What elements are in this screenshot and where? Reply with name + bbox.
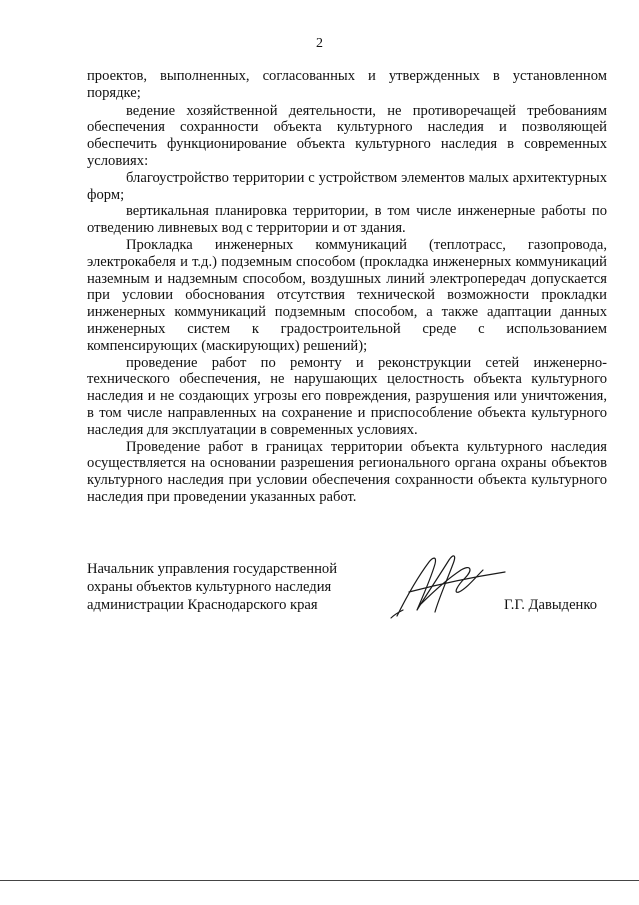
page-number: 2 [316, 36, 323, 51]
paragraph-works-conduct: Проведение работ в границах территории объекта культурного наследия осуществляется на основании разрешения регионального органа охраны объектов культурного наследия при условии обеспечения сохранности объекта культурного наследия при проведении указанных работ. [87, 438, 607, 505]
paragraph-network-repair: проведение работ по ремонту и реконструкции сетей инженерно-технического обеспечения, не нарушающих целостность объекта культурного наследия и не создающих угрозы его повреждения, разрушения или уничтожения, в том числе направленных на сохранение и приспособление объекта культурного наследия для эксплуатации в современных условиях. [87, 354, 607, 438]
signer-name: Г.Г. Давыденко [504, 597, 598, 613]
signer-position-line: администрации Краснодарского края [87, 597, 318, 613]
signer-position-line: Начальник управления государственной [87, 561, 338, 577]
handwritten-signature [387, 548, 517, 623]
paragraph-utility-laying: Прокладка инженерных коммуникаций (теплотрасс, газопровода, электрокабеля и т.д.) подземным способом (прокладка инженерных коммуникаций наземным и надземным способом, воздушных линий электропередач допускается при условии обоснования отсутствия технической возможности прокладки инженерных коммуникаций подземным способом, а также адаптации данных инженерных систем к градостроительной среде с использованием компенсирующих (маскирующих) решений); [87, 236, 607, 354]
signature-block [87, 560, 627, 620]
signer-position-line: охраны объектов культурного наследия [87, 579, 332, 595]
paragraph-landscaping: благоустройство территории с устройством элементов малых архитектурных форм; [87, 169, 607, 203]
paragraph-vertical-planning: вертикальная планировка территории, в том числе инженерные работы по отведению ливневых вод с территории и от здания. [87, 203, 607, 237]
document-body [87, 68, 607, 506]
paragraph-economic-activity: ведение хозяйственной деятельности, не противоречащей требованиям обеспечения сохранности объекта культурного наследия и позволяющей обеспечить функционирование объекта культурного наследия в современных условиях: [87, 102, 607, 169]
paragraph-continuation: проектов, выполненных, согласованных и утвержденных в установленном порядке; [87, 68, 607, 101]
signer-position [87, 560, 377, 614]
page-bottom-border [0, 880, 639, 881]
